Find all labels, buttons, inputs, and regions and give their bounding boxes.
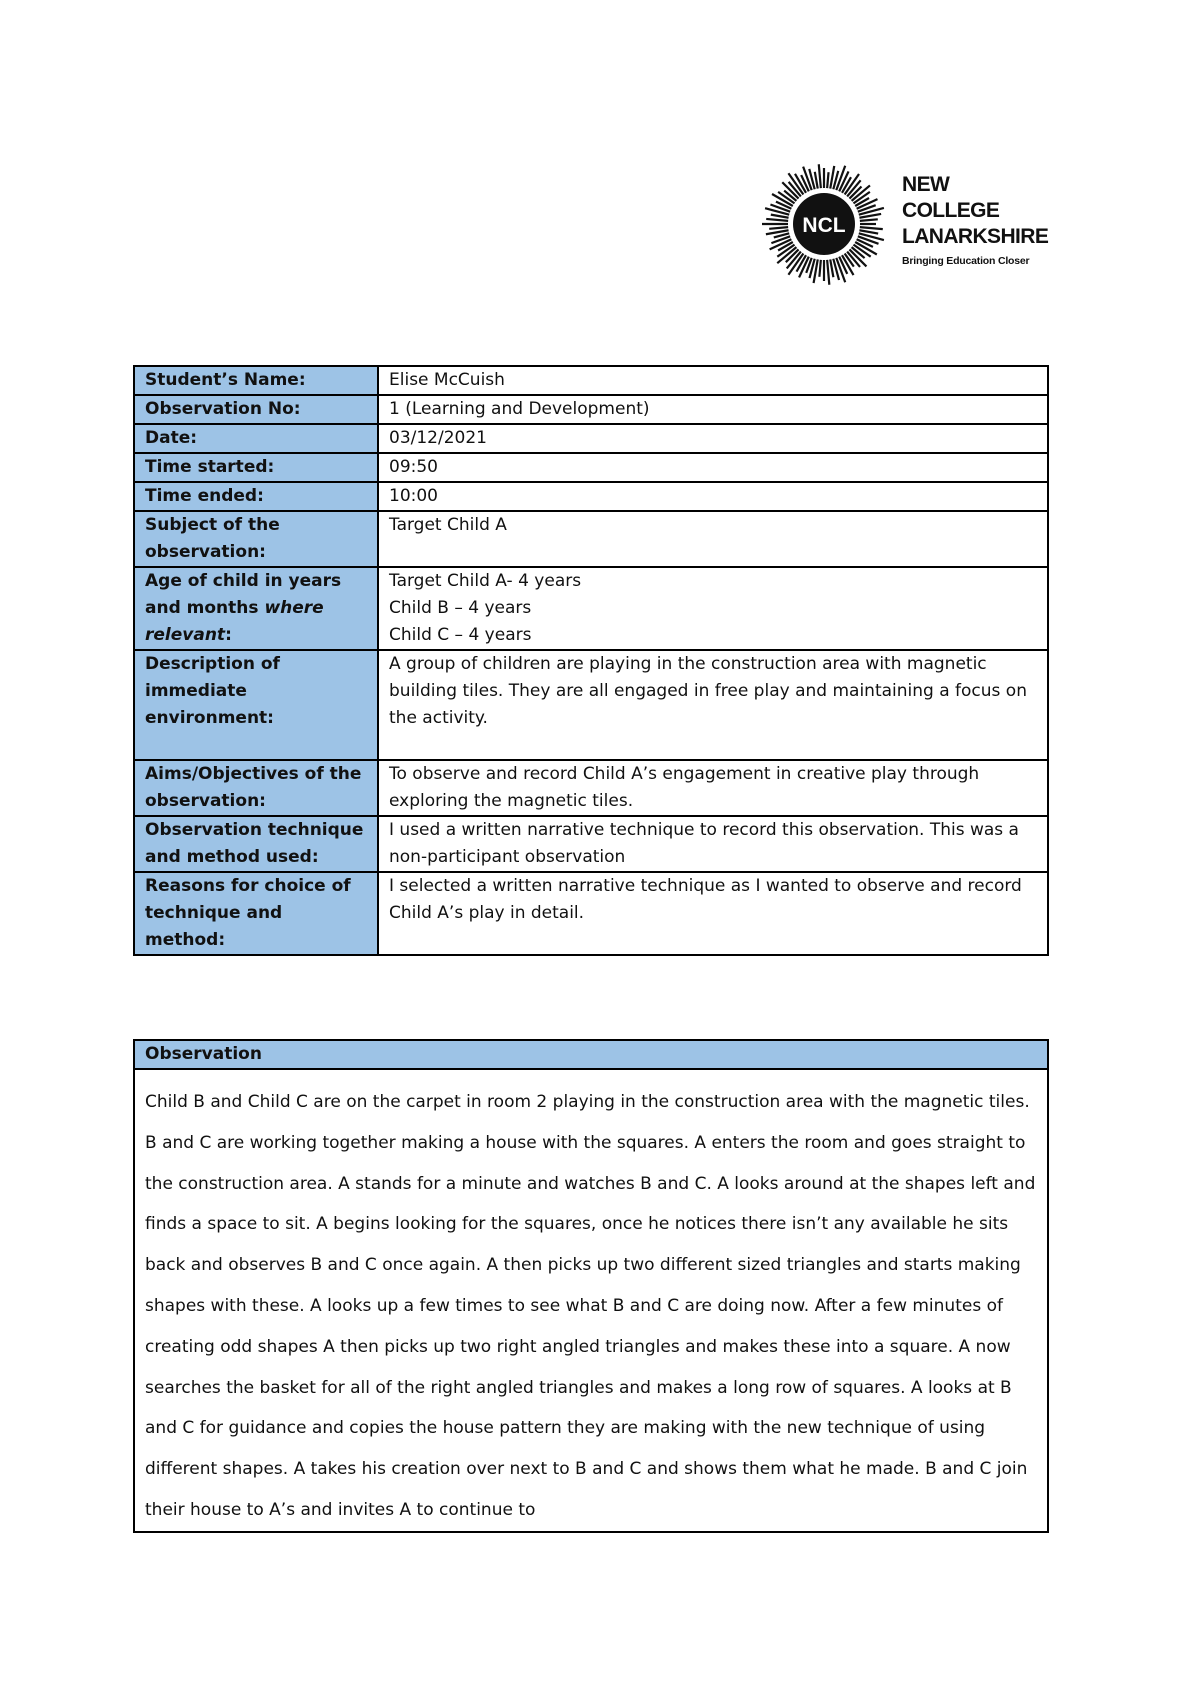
- table-row: [134, 453, 1048, 482]
- aims-label: Aims/Objectives of the observation:: [134, 760, 378, 816]
- table-row: [134, 511, 1048, 567]
- observation-no-label: Observation No:: [134, 395, 378, 424]
- time-started-label: Time started:: [134, 453, 378, 482]
- technique-label: Observation technique and method used:: [134, 816, 378, 872]
- observation-narrative: Child B and Child C are on the carpet in room 2 playing in the construction area with the magnetic tiles. B and C are working together making a house with the squares. A enters the room and goes straight to the construction area. A stands for a minute and watches B and C. A looks around at the shapes left and finds a space to sit. A begins looking for the squares, once he notices there isn’t any available he sits back and observes B and C once again. A then picks up two different sized triangles and starts making shapes with these. A looks up a few times to see what B and C are doing now. After a few minutes of creating odd shapes A then picks up two right angled triangles and makes these into a square. A now searches the basket for all of the right angled triangles and makes a long row of squares. A looks at B and C for guidance and copies the house pattern they are making with the new technique of using different shapes. A takes his creation over next to B and C and shows them what he made. B and C join their house to A’s and invites A to continue to: [134, 1069, 1048, 1532]
- age-value: [378, 567, 1048, 650]
- table-row: [134, 424, 1048, 453]
- age-label-emphasis: where relevant: [145, 598, 324, 645]
- students-name-value: Elise McCuish: [378, 366, 1048, 395]
- age-value-line: Child B – 4 years: [389, 598, 532, 618]
- age-value-line: Target Child A- 4 years: [389, 571, 582, 591]
- technique-value: I used a written narrative technique to record this observation. This was a non-participant observation: [378, 816, 1048, 872]
- logo-tagline: Bringing Education Closer: [902, 255, 1030, 267]
- table-row: [134, 760, 1048, 816]
- table-row: [134, 567, 1048, 650]
- time-started-value: 09:50: [378, 453, 1048, 482]
- observation-header: Observation: [134, 1040, 1048, 1069]
- aims-value: To observe and record Child A’s engagement in creative play through exploring the magnetic tiles.: [378, 760, 1048, 816]
- age-value-line: Child C – 4 years: [389, 625, 532, 645]
- reasons-label: Reasons for choice of technique and method:: [134, 872, 378, 955]
- age-label-text: Age of child in years and months: [145, 571, 342, 618]
- logo-mark-text: NCL: [802, 214, 846, 237]
- environment-value: A group of children are playing in the construction area with magnetic building tiles. They are all engaged in free play and maintaining a focus on the activity.: [378, 650, 1048, 760]
- age-label: [134, 567, 378, 650]
- logo-line-2: COLLEGE: [902, 199, 1000, 222]
- observation-details-table: [133, 365, 1049, 956]
- college-logo: [760, 160, 1060, 288]
- logo-wordmark: [902, 172, 1048, 267]
- table-row: [134, 482, 1048, 511]
- observation-no-value: 1 (Learning and Development): [378, 395, 1048, 424]
- table-row: [134, 1069, 1048, 1532]
- logo-line-1: NEW: [902, 173, 950, 196]
- logo-line-3: LANARKSHIRE: [902, 225, 1049, 248]
- table-row: [134, 395, 1048, 424]
- environment-label: Description of immediate environment:: [134, 650, 378, 760]
- table-row: [134, 1040, 1048, 1069]
- ncl-sunburst-icon: [760, 160, 888, 288]
- date-label: Date:: [134, 424, 378, 453]
- reasons-value: I selected a written narrative technique as I wanted to observe and record Child A’s play in detail.: [378, 872, 1048, 955]
- students-name-label: Student’s Name:: [134, 366, 378, 395]
- table-row: [134, 650, 1048, 760]
- subject-value: Target Child A: [378, 511, 1048, 567]
- subject-label: Subject of the observation:: [134, 511, 378, 567]
- time-ended-label: Time ended:: [134, 482, 378, 511]
- time-ended-value: 10:00: [378, 482, 1048, 511]
- table-row: [134, 816, 1048, 872]
- table-row: [134, 366, 1048, 395]
- table-row: [134, 872, 1048, 955]
- observation-table: [133, 1039, 1049, 1533]
- age-label-colon: :: [225, 625, 232, 645]
- date-value: 03/12/2021: [378, 424, 1048, 453]
